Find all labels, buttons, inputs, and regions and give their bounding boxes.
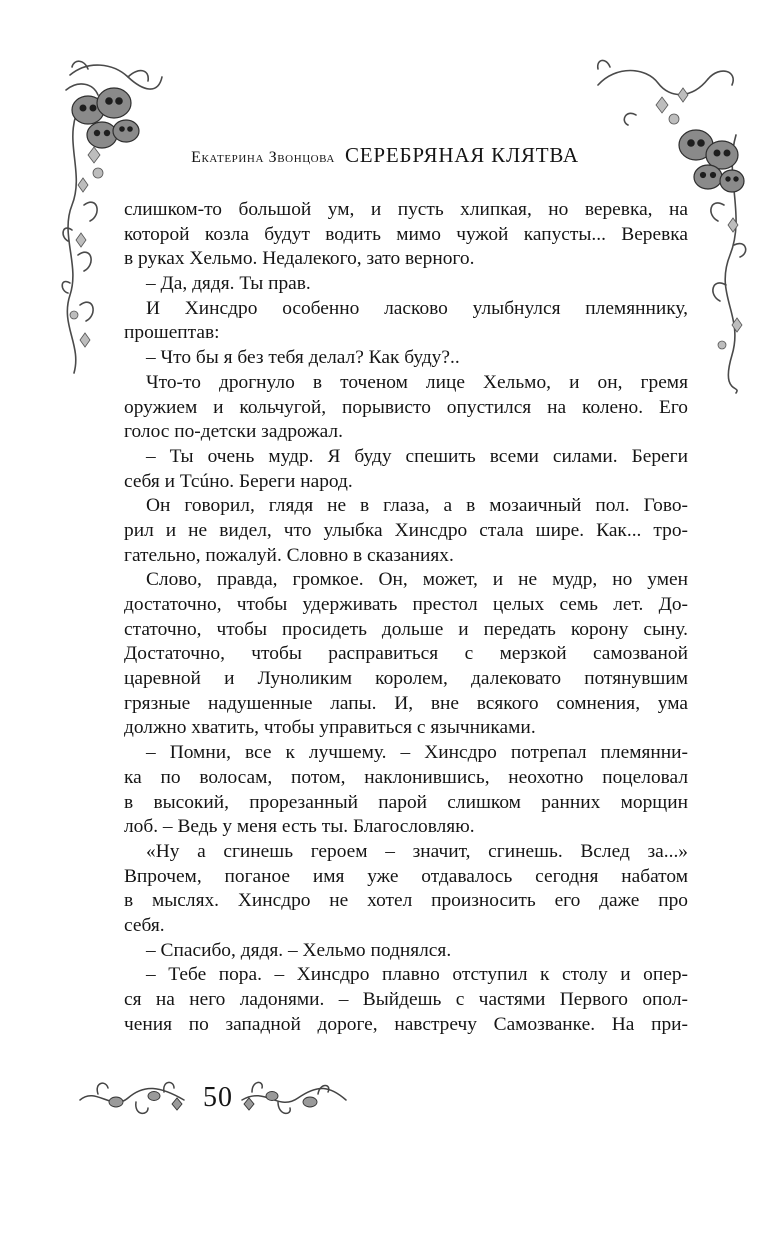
text-line: прошептав: — [124, 322, 220, 344]
page-number: 50 — [203, 1082, 233, 1113]
body-text — [124, 198, 688, 1037]
text-line: Что-то дрогнуло в точеном лице Хельмо, и он, гремя — [146, 371, 688, 393]
text-line: грязные надушенные лапы. И, вне всякого сомнения, ума — [124, 692, 688, 714]
book-title: СЕРЕБРЯНАЯ КЛЯТВА — [344, 143, 579, 167]
text-line: в руках Хельмо. Недалекого, зато верного. — [124, 248, 475, 270]
text-line: себя и Тсúно. Береги народ. — [124, 470, 353, 492]
text-line: чения по западной дороге, навстречу Самозванке. На при- — [124, 1013, 688, 1035]
text-line: – Что бы я без тебя делал? Как буду?.. — [146, 347, 460, 369]
text-line: – Спасибо, дядя. – Хельмо поднялся. — [146, 939, 452, 961]
text-line: Впрочем, поганое имя уже отдавалось сегодня набатом — [124, 865, 688, 887]
text-line: Слово, правда, громкое. Он, может, и не мудр, но умен — [146, 569, 688, 591]
text-line: – Да, дядя. Ты прав. — [146, 273, 311, 295]
text-line: слишком-то большой ум, и пусть хлипкая, но веревка, на — [124, 199, 688, 220]
text-line: рил и не видел, что улыбка Хинсдро стала шире. Как... тро- — [124, 519, 688, 541]
running-head — [120, 141, 650, 172]
text-line: – Ты очень мудр. Я буду спешить всеми силами. Береги — [146, 445, 688, 467]
vine-ornament-footer-right-icon — [238, 1072, 350, 1124]
text-line: – Помни, все к лучшему. – Хинсдро потрепал племянни- — [146, 742, 688, 764]
text-line: статочно, чтобы просидеть дольше и передать корону сыну. — [124, 618, 688, 640]
text-line: достаточно, чтобы удерживать престол целых семь лет. До- — [124, 594, 688, 615]
text-line: – Тебе пора. – Хинсдро плавно отступил к столу и опер- — [146, 964, 688, 986]
text-line: себя. — [124, 914, 165, 936]
text-line: в высокий, прорезанный парой слишком ранних морщин — [124, 791, 688, 813]
text-line: царевной и Луноликим королем, далековато потянувшим — [124, 668, 688, 690]
text-line: голос по-детски задрожал. — [124, 421, 343, 443]
text-line: должно хватить, чтобы управиться с язычниками. — [124, 717, 536, 739]
author-name: Екатерина Звонцова — [191, 149, 335, 166]
text-line: гательно, пожалуй. Словно в сказаниях. — [124, 544, 454, 566]
text-line: в мыслях. Хинсдро не хотел произносить его даже про — [124, 890, 688, 912]
text-line: ка по волосам, потом, наклонившись, неохотно поцеловал — [124, 766, 688, 788]
text-line: «Ну а сгинешь героем – значит, сгинешь. Вслед за...» — [146, 840, 688, 862]
vine-ornament-footer-left-icon — [76, 1072, 188, 1124]
text-line: Достаточно, чтобы расправиться с мерзкой самозваной — [124, 643, 688, 665]
text-line: оружием и кольчугой, порывисто опустился на колено. Его — [124, 396, 688, 418]
text-line: И Хинсдро особенно ласково улыбнулся племяннику, — [146, 297, 688, 319]
text-line: Он говорил, глядя не в глаза, а в мозаичный пол. Гово- — [146, 495, 688, 517]
text-line: которой козла будут водить мимо чужой капусты... Веревка — [124, 223, 688, 245]
text-line: лоб. – Ведь у меня есть ты. Благословляю. — [124, 816, 475, 838]
text-line: ся на него ладонями. – Выйдешь с частями Первого опол- — [124, 989, 688, 1010]
